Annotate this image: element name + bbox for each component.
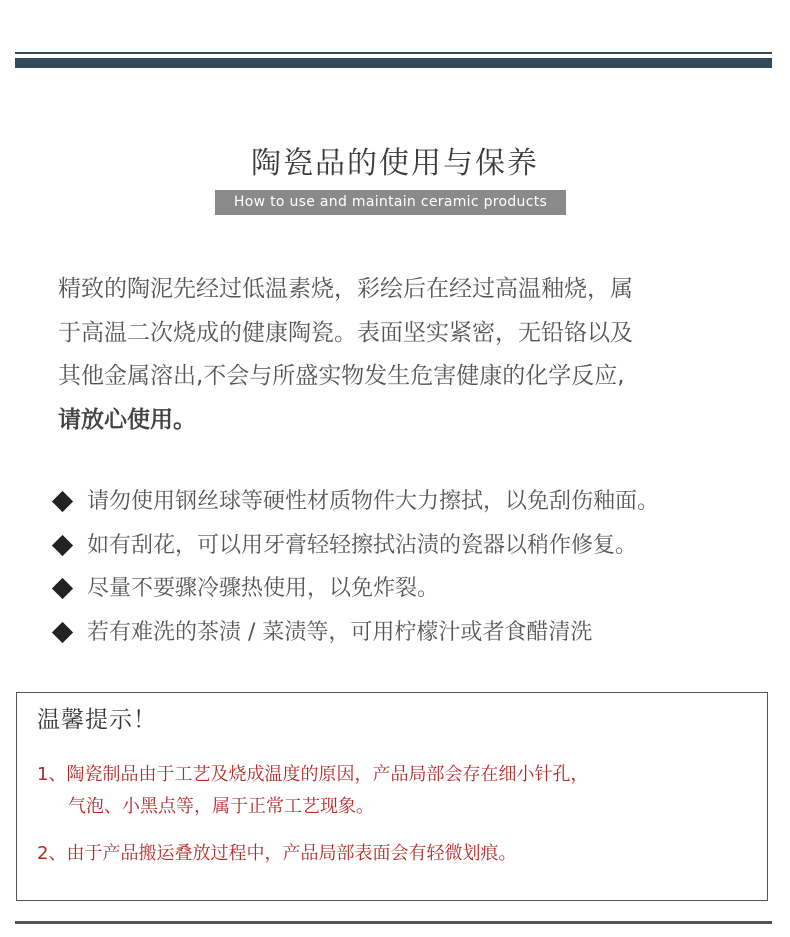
tip-item-1-line-2: 气泡、小黑点等，属于正常工艺现象。: [68, 796, 374, 817]
intro-emphasis: 请放心使用。: [58, 406, 196, 433]
tip-item-2: 2、由于产品搬运叠放过程中，产品局部表面会有轻微划痕。: [37, 843, 517, 864]
diamond-bullet-icon: [52, 621, 73, 642]
list-item: [50, 524, 770, 568]
list-item: [50, 611, 770, 655]
tip-item-1: [37, 759, 588, 823]
list-item: [50, 480, 770, 524]
diamond-bullet-icon: [52, 578, 73, 599]
intro-line: 其他金属溶出,不会与所盛实物发生危害健康的化学反应,: [58, 363, 625, 389]
footer-rule: [15, 921, 772, 924]
tip-item-1-line-1: 1、陶瓷制品由于工艺及烧成温度的原因，产品局部会存在细小针孔，: [37, 764, 589, 785]
diamond-bullet-icon: [52, 534, 73, 555]
intro-line: 于高温二次烧成的健康陶瓷。表面坚实紧密，无铅铬以及: [58, 319, 633, 346]
tips-title: 温馨提示！: [37, 707, 157, 733]
intro-paragraph: [58, 268, 738, 442]
header-rule-thick: [15, 58, 772, 68]
list-item-text: 尽量不要骤冷骤热使用，以免炸裂。: [87, 576, 440, 601]
list-item-text: 若有难洗的茶渍 / 菜渍等，可用柠檬汁或者食醋清洗: [87, 619, 593, 645]
care-instructions-list: [50, 480, 770, 654]
diamond-bullet-icon: [52, 491, 73, 512]
page-title: 陶瓷品的使用与保养: [251, 146, 539, 181]
list-item-text: 如有刮花，可以用牙膏轻轻擦拭沾渍的瓷器以稍作修复。: [87, 532, 638, 558]
tips-box: [16, 692, 768, 901]
header-rule-thin: [15, 52, 772, 54]
list-item-text: 请勿使用钢丝球等硬性材质物件大力擦拭，以免刮伤釉面。: [87, 489, 660, 514]
list-item: [50, 567, 770, 611]
intro-line: 精致的陶泥先经过低温素烧，彩绘后在经过高温釉烧，属: [58, 276, 633, 302]
page-subtitle: How to use and maintain ceramic products: [215, 190, 566, 215]
